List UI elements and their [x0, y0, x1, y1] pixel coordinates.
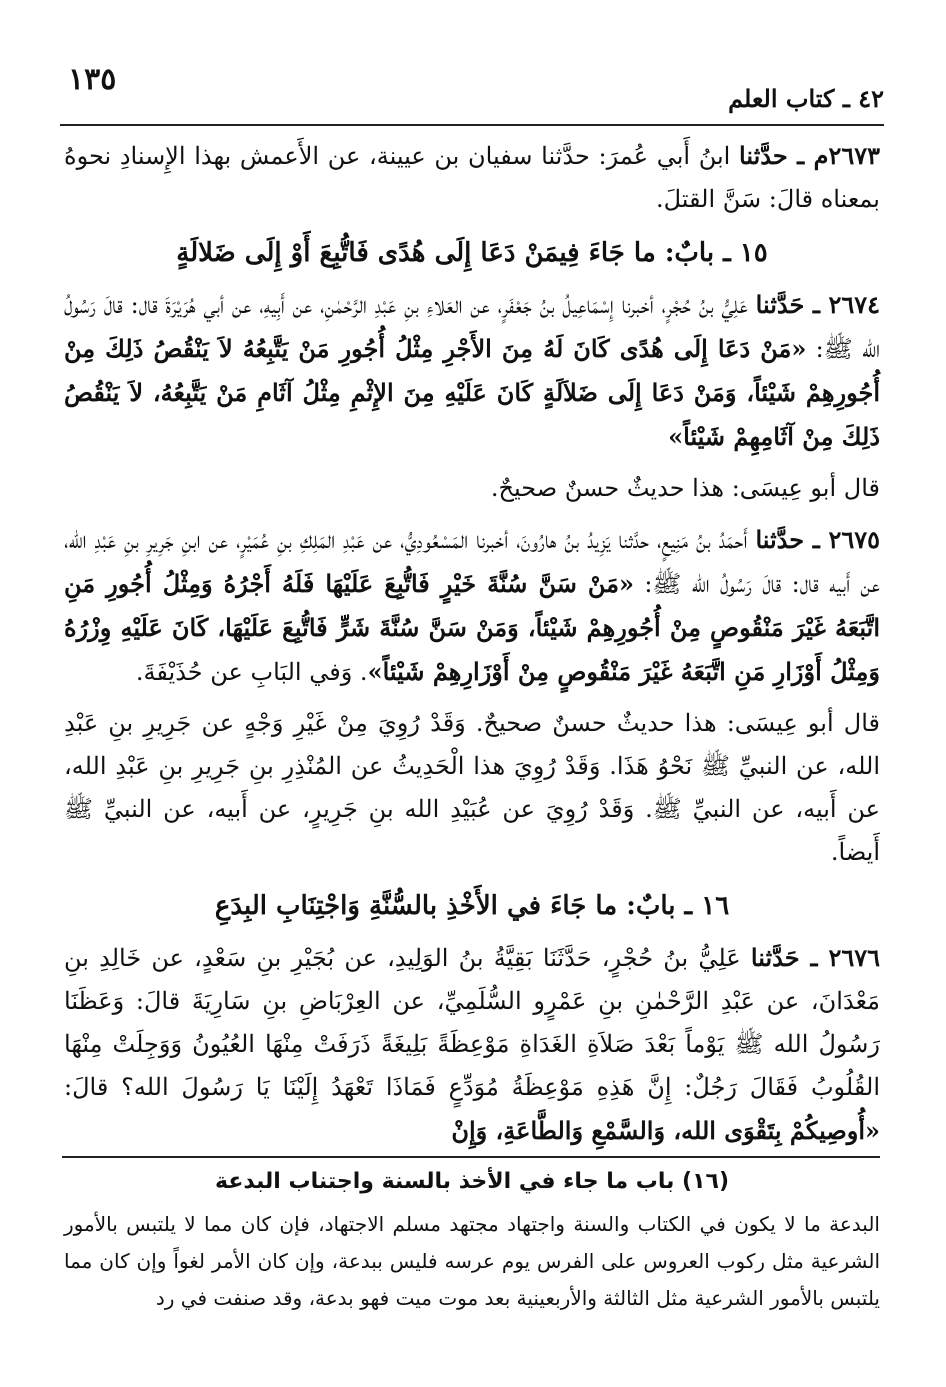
haddathana-word: حدَّثنا [739, 141, 788, 170]
spacer [64, 694, 880, 702]
hadith-number: ٢٦٧٣م ـ [787, 141, 880, 170]
page-header [60, 62, 884, 112]
prophetic-quote: «أُوصِيكُمْ بِتَقْوَى الله، وَالسَّمْعِ وَالطَّاعَةِ، وَإِنْ [451, 1116, 880, 1145]
hadith-2674 [64, 283, 880, 459]
hadith-number: ٢٦٧٥ ـ [804, 525, 881, 554]
running-title: ٤٢ ـ كتاب العلم [728, 84, 884, 113]
footnote-text: البدعة ما لا يكون في الكتاب والسنة واجتهاد مجتهد مسلم الاجتهاد، فإن كان مما لا يلتبس بالأمور الشرعية مثل ركوب العروس على الفرس يوم عرسه فليس ببدعة، وإن كان الأمر لغواً وإن كان مما يلتبس بالأمور الشرعية مثل الثالثة والأربعينية بعد موت ميت فهو بدعة، وقد صنفت في رد [64, 1212, 880, 1310]
hadith-number: ٢٦٧٤ ـ [804, 290, 880, 319]
footnote [64, 1162, 880, 1317]
prophetic-quote: «مَنْ سَنَّ سُنَّةَ خَيْرٍ فَاتُّبِعَ عَلَيْهَا فَلَهُ أَجْرُهُ وَمِثْلُ أُجُورِ مَنِ اتَّبَعَهُ غَيْرَ مَنْقُوصٍ مِنْ أُجُورِهِمْ شَيْئاً، وَمَنْ سَنَّ سُنَّةَ شَرٍّ فَاتُّبِعَ عَلَيْهَا، كَانَ عَلَيْهِ وِزْرُهُ وَمِثْلُ أَوْزَارِ مَنِ اتَّبَعَهُ غَيْرَ مَنْقُوصٍ مِنْ أَوْزَارِهِمْ شَيْئاً» [64, 569, 881, 686]
hadith-text: عَلِيُّ بنُ حُجْرٍ، أخبرنا إِسْمَاعِيلُ بنُ جَعْفَرٍ، عن العَلاءِ بنِ عَبْدِ الرَّحْمٰنِ، عن أَبِيهِ، عن أبي هُرَيْرَةَ قال: قالَ رَسُولُ الله ﷺ: [64, 291, 881, 363]
chapter-heading-16: ١٦ ـ بابٌ: ما جَاءَ في الأَخْذِ بالسُّنَّةِ وَاجْتِنَابِ البِدَعِ [214, 891, 730, 921]
page-number: ١٣٥ [68, 62, 117, 97]
hadith-2673 [64, 134, 880, 221]
footnote-title: (١٦) باب ما جاء في الأخذ بالسنة واجتناب البدعة [214, 1169, 730, 1194]
main-text [64, 134, 880, 1153]
grade-2674: قال أبو عِيسَى: هذا حديثٌ حسنٌ صحيحٌ. [490, 474, 880, 502]
hadith-2676 [64, 936, 880, 1153]
hadith-2675 [64, 518, 880, 694]
haddathana-word: حَدَّثنا [755, 290, 805, 319]
haddathana-word: حدَّثنا [755, 525, 805, 554]
hadith-number: ٢٦٧٦ ـ [799, 943, 880, 972]
prophetic-quote: «مَنْ دَعَا إِلَى هُدًى كَانَ لَهُ مِنَ الأَجْرِ مِثْلُ أُجُورِ مَنْ يَتَّبِعُهُ لاَ يَنْقُصُ ذَلِكَ مِنْ أُجُورِهِمْ شَيْئاً، وَمَنْ دَعَا إِلَى ضَلاَلَةٍ كَانَ عَلَيْهِ مِنَ الإِثْمِ مِثْلُ آثَامِ مَنْ يَتَّبِعُهُ، لاَ يَنْقُصُ ذَلِكَ مِنْ آثَامِهِمْ شَيْئاً» [64, 334, 880, 451]
hadith-text: ابنُ أَبي عُمرَ: حدَّثنا سفيان بن عيينة، عن الأَعمش بهذا الإِسنادِ نحوهُ بمعناه قالَ: سَنَّ القتلَ. [64, 142, 880, 213]
header-rule [60, 124, 884, 126]
hadith-tail: . وَفي البَابِ عن حُذَيْفَةَ. [135, 658, 368, 686]
chapter-heading-15: ١٥ ـ بابٌ: ما جَاءَ فِيمَنْ دَعَا إِلَى هُدًى فَاتُّبِعَ أَوْ إِلَى ضَلالَةٍ [176, 238, 768, 268]
spacer [64, 510, 880, 518]
haddathana-word: حَدَّثنا [750, 943, 800, 972]
spacer [64, 459, 880, 467]
hadith-text: عَلِيُّ بنُ حُجْرٍ، حَدَّثَنَا بَقِيَّةُ بنُ الوَلِيدِ، عن بُجَيْرِ بنِ سَعْدٍ، عن خَالِدِ بنِ مَعْدَانَ، عن عَبْدِ الرَّحْمٰنِ بنِ عَمْرٍو السُّلَمِيِّ، عن العِرْبَاضِ بنِ سَارِيَةَ قالَ: وَعَظَنَا رَسُولُ الله ﷺ يَوْماً بَعْدَ صَلاَةِ الغَدَاةِ مَوْعِظَةً بَلِيغَةً ذَرَفَتْ مِنْهَا العُيُونُ وَوَجِلَتْ مِنْهَا القُلُوبُ فَقَالَ رَجُلٌ: إِنَّ هَذِهِ مَوْعِظَةُ مُوَدِّعٍ فَمَاذَا تَعْهَدُ إِلَيْنَا يَا رَسُولَ الله؟ قالَ: [64, 944, 880, 1101]
grade-2675: قال أبو عِيسَى: هذا حديثٌ حسنٌ صحيحٌ. وَقَدْ رُوِيَ مِنْ غَيْرِ وَجْهٍ عن جَرِيرِ بنِ عَبْدِ الله، عن النبيِّ ﷺ نَحْوُ هَذَا. وَقَدْ رُوِيَ هذا الْحَدِيثُ عن المُنْذِرِ بنِ جَرِيرِ بنِ عَبْدِ الله، عن أَبيه، عن النبيِّ ﷺ. وَقَدْ رُوِيَ عن عُبَيْدِ الله بنِ جَرِيرٍ، عن أَبيه، عن النبيِّ ﷺ أَيضاً. [64, 709, 881, 866]
footnote-rule [62, 1156, 880, 1158]
hadith-text: أَحمَدُ بنُ مَنِيعٍ، حدَّثنا يَزِيدُ بنُ هارُونَ، أخبرنا المَسْعُودِيُّ، عن عَبْدِ المَلِكِ بنِ عُمَيْرٍ، عن ابنِ جَرِيرِ بنِ عَبْدِ الله، عن أَبيه قال: قالَ رَسُولُ الله ﷺ: [64, 526, 880, 598]
